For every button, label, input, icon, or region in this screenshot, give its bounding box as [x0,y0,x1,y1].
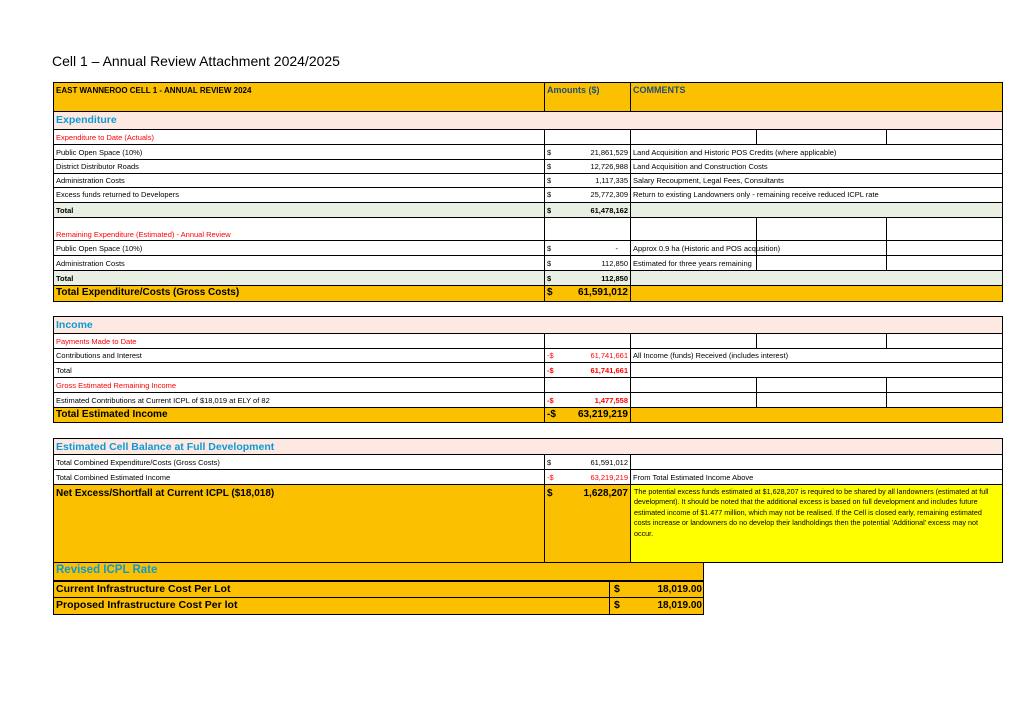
amount: 25,772,309 [590,190,628,199]
section-balance [53,438,1003,455]
section-icpl [53,563,704,581]
row-label: Administration Costs [56,176,125,185]
amount: 61,478,162 [590,206,628,215]
row-label: Total [56,366,72,375]
row-label: Administration Costs [56,259,125,268]
subheading-actuals: Expenditure to Date (Actuals) [56,133,154,142]
table-row [53,130,1003,145]
currency: $ [547,190,552,199]
table-row [53,470,1003,485]
section-income [53,316,1003,334]
subheading-remaining: Remaining Expenditure (Estimated) - Annual Review [56,230,231,239]
table-row [53,393,1003,408]
header-comments: COMMENTS [630,83,1002,111]
currency: -$ [547,473,554,482]
amount: 61,591,012 [577,287,628,298]
amount: 112,850 [601,274,628,283]
currency: -$ [547,351,554,360]
section-title: Expenditure [56,114,117,126]
amount: 1,117,335 [595,176,628,185]
amount: 18,019.00 [657,584,702,595]
currency: $ [547,206,552,215]
icpl-proposed-row [53,598,704,615]
amount: 63,219,219 [590,473,628,482]
table-row [53,349,1003,363]
amount: 61,591,012 [590,458,628,467]
table-row [53,174,1003,188]
net-balance-row [53,485,1003,563]
row-label: Total Combined Estimated Income [56,473,171,482]
amount: 112,850 [601,259,628,268]
amount: 12,726,988 [590,162,628,171]
subheading-gross: Gross Estimated Remaining Income [56,381,177,390]
currency: $ [614,583,620,595]
amount: 1,628,207 [583,488,628,499]
total-row [53,271,1003,286]
table-row [53,378,1003,393]
row-label: District Distributor Roads [56,162,139,171]
comment: Return to existing Landowners only - remaining receive reduced ICPL rate [630,188,1002,202]
header-amounts: Amounts ($) [544,83,630,111]
row-label: Total Expenditure/Costs (Gross Costs) [56,287,240,298]
icpl-current-row [53,581,704,598]
amount: 61,741,661 [590,351,628,360]
row-label: Public Open Space (10%) [56,148,143,157]
total-row [53,363,1003,378]
row-label: Excess funds returned to Developers [56,190,179,199]
grand-total-row [53,286,1003,302]
currency: $ [614,599,620,611]
currency: -$ [547,396,554,405]
table-row [53,160,1003,174]
grand-total-row [53,408,1003,423]
row-label: Total Combined Expenditure/Costs (Gross Costs) [56,458,220,467]
currency: $ [547,244,552,253]
amount: 63,219,219 [577,409,628,420]
currency: $ [547,488,553,499]
comment: Estimated for three years remaining [630,256,756,270]
row-label: Total [56,274,74,283]
row-label: Public Open Space (10%) [56,244,143,253]
currency: $ [547,162,552,171]
table-row [53,188,1003,203]
comment: Land Acquisition and Construction Costs [630,160,1002,173]
table-row [53,256,1003,271]
currency: $ [547,148,552,157]
subheading-payments: Payments Made to Date [56,337,137,346]
row-label: Total [56,206,74,215]
currency: -$ [547,366,554,375]
currency: $ [547,274,552,283]
table-header [53,82,1003,112]
table-row [53,145,1003,160]
amount: - [615,244,618,253]
amount: 21,861,529 [590,148,628,157]
comment: The potential excess funds estimated at $1,628,207 is required to be shared by all landowners (estimated at full development). It should be noted that the additional excess is based on full development and includes future estimated income of $1.477 million, which may not be realised. If the Cell is closed early, remaining estimated costs increase or landowners do no develop their landholdings then the potential 'Additional' excess may not occur. [630,485,1002,562]
row-label: Current Infrastructure Cost Per Lot [56,583,231,595]
row-label: Contributions and Interest [56,351,142,360]
comment: Salary Recoupment, Legal Fees, Consultants [630,174,1002,187]
amount: 18,019.00 [657,600,702,611]
currency: -$ [547,409,556,420]
currency: $ [547,176,552,185]
section-title: Estimated Cell Balance at Full Development [56,441,275,453]
amount: 1,477,558 [594,396,628,405]
section-title: Revised ICPL Rate [56,564,158,576]
row-label: Total Estimated Income [56,409,168,420]
comment: All Income (funds) Received (includes interest) [630,349,1002,362]
row-label: Estimated Contributions at Current ICPL of $18,019 at ELY of 82 [56,396,270,405]
amount: 61,741,661 [590,366,628,375]
table-row [53,218,1003,241]
row-label: Proposed Infrastructure Cost Per lot [56,599,238,611]
currency: $ [547,458,552,467]
header-title: EAST WANNEROO CELL 1 - ANNUAL REVIEW 2024 [56,86,252,95]
table-row [53,455,1003,470]
comment: From Total Estimated Income Above [630,470,1002,484]
document-title: Cell 1 – Annual Review Attachment 2024/2025 [52,53,340,69]
currency: $ [547,259,552,268]
currency: $ [547,287,553,298]
section-expenditure [53,112,1003,130]
section-title: Income [56,319,93,331]
total-row [53,203,1003,218]
table-row [53,334,1003,349]
table-row [53,241,1003,256]
comment: Land Acquisition and Historic POS Credits (where applicable) [630,145,1002,159]
comment: Approx 0.9 ha (Historic and POS acqusition) [630,241,756,255]
row-label: Net Excess/Shortfall at Current ICPL ($18,018) [56,488,275,499]
